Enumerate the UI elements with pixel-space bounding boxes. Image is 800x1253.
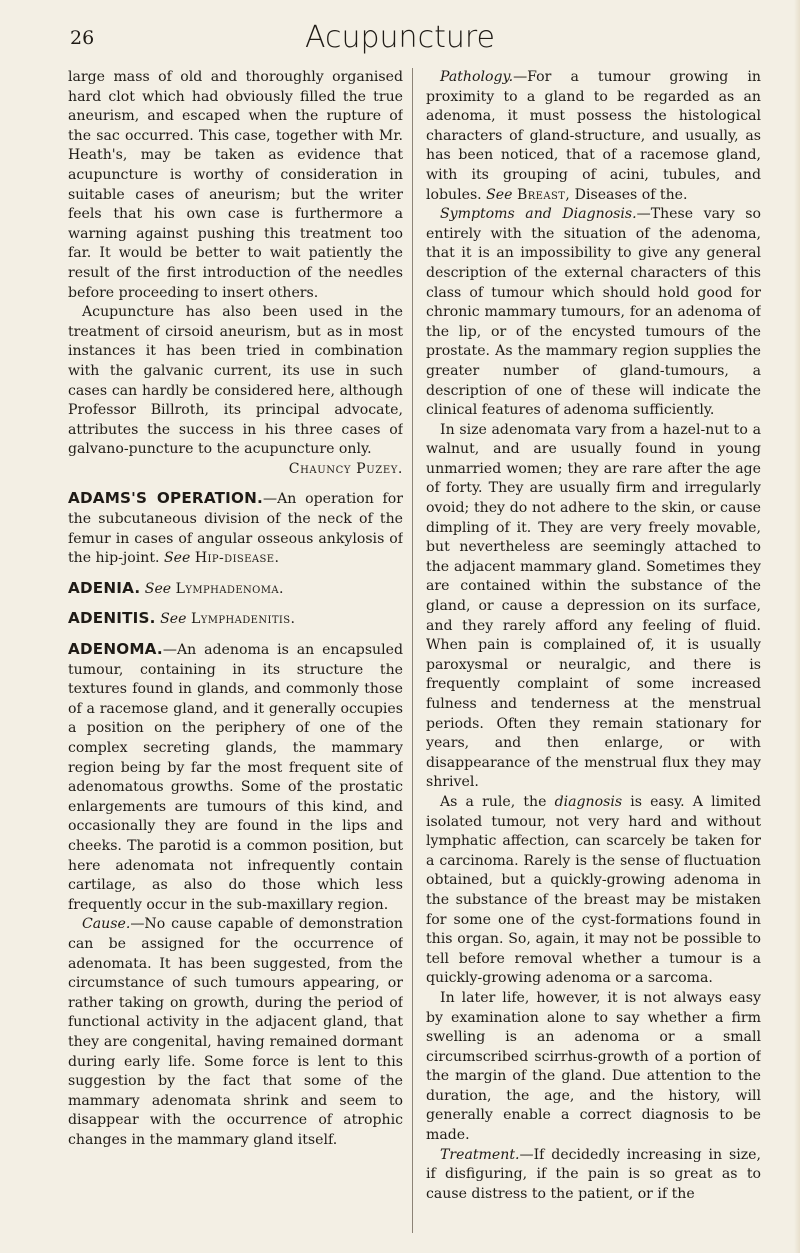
paragraph-lead: As a rule, the bbox=[440, 793, 547, 810]
author-signature: Chauncy Puzey. bbox=[288, 460, 403, 477]
see-label: See bbox=[164, 550, 191, 567]
paragraph-treatment bbox=[426, 1146, 761, 1205]
paragraph-text: —These vary so entirely with the situation of the adenoma, that it is an impossibility to give any general description of the external characters of this class of tumour which should hold good for chronic mammary tumours, for an adenoma of the lip, or of the encysted tumours of the prostate. As the mammary region supplies the greater number of gland-tumours, a description of one of these will indicate the clinical features of adenoma sufficiently. bbox=[426, 206, 761, 419]
entry-headword: ADENOMA. bbox=[68, 640, 163, 659]
paragraph-cirsoid-aneurism bbox=[68, 303, 403, 479]
paragraph-cause bbox=[68, 915, 403, 1150]
see-label: See bbox=[486, 186, 513, 203]
entry-headword: ADENITIS. bbox=[68, 609, 156, 628]
entry-adenoma bbox=[68, 640, 403, 915]
entry-text: —An adenoma is an encapsuled tumour, containing in its structure the textures found in glands, and commonly those of a racemose gland, and it generally occupies a position on the periphery of one of the complex secreting glands, the mammary region being by far the most frequent site of adenomatous growths. Some of the prostatic enlargements are tumours of this kind, and occasionally they are found in the lips and cheeks. The parotid is a common position, but here adenomata not infrequently contain cartilage, as also do those which less frequently occur in the sub-maxillary region. bbox=[68, 642, 403, 913]
paragraph-symptoms bbox=[426, 205, 761, 421]
reference-tail: Diseases of the. bbox=[574, 186, 688, 203]
entry-text: —An operation for the subcutaneous division of the neck of the femur in cases of angular osseous ankylosis of the hip-joint. bbox=[68, 491, 403, 567]
paragraph-text: Acupuncture has also been used in the treatment of cirsoid aneurism, but as in most instances it has been tried in combination with the galvanic current, its use in such cases can hardly be considered here, although Professor Billroth, its principal advocate, attributes the success in his three cases of galvano-puncture to the acupuncture only. bbox=[68, 304, 403, 458]
left-column bbox=[68, 68, 403, 1238]
entry-headword: ADAMS'S OPERATION. bbox=[68, 489, 263, 508]
paragraph-aneurism-case: large mass of old and thoroughly organised hard clot which had obviously filled the true aneurism, and escaped when the rupture of the sac occurred. This case, together with Mr. Heath's, may be taken as evidence that acupuncture is worthy of consideration in suitable cases of aneurism; but the writer feels that his own case is furthermore a warning against pushing this treatment too far. It would be better to wait patiently the result of the first introduction of the needles before proceeding to insert others. bbox=[68, 69, 403, 301]
running-title: Acupuncture bbox=[305, 20, 495, 55]
paragraph-text: —If decidedly increasing in size, if disfiguring, if the pain is so great as to cause distress to the patient, or if the bbox=[426, 1146, 761, 1202]
cross-reference-link[interactable]: Lymphadenoma. bbox=[175, 580, 284, 597]
paragraph-text: —For a tumour growing in proximity to a gland to be regarded as an adenoma, it must possess the histological characters of gland-structure, and usually, as has been noticed, that of a racemose gland, with its grouping of acini, tubules, and lobules. bbox=[426, 69, 761, 203]
page-edge-shadow bbox=[794, 0, 800, 1253]
paragraph-size: In size adenomata vary from a hazel-nut to a walnut, and are usually found in young unmarried women; they are rare after the age of forty. They are usually firm and irregularly ovoid; they do not adhere to the skin, or cause dimpling of it. They are very freely movable, but nevertheless are seemingly attached to the adjacent mammary gland. Sometimes they are contained within the substance of the gland, or cause a depression on its surface, and they rarely afford any feeling of fluid. When pain is complained of, it is usually paroxysmal or neuralgic, and there is frequently complaint of some increased fulness and tenderness at the menstrual periods. Often they remain stationary for years, and then enlarge, or with disappearance of the menstrual flux they may shrivel. bbox=[426, 421, 761, 791]
paragraph-pathology bbox=[426, 68, 761, 205]
cross-reference-link[interactable]: Breast, bbox=[516, 186, 571, 203]
see-label: See bbox=[144, 580, 172, 597]
paragraph-diagnosis bbox=[426, 793, 761, 989]
section-label: Pathology. bbox=[440, 69, 514, 85]
paragraph-text: is easy. A limited isolated tumour, not very hard and without lymphatic affection, can scarcely be taken for a carcinoma. Rarely is the sense of fluctuation obtained, but a quickly-growing adenoma in the substance of the breast may be mistaken for some one of the cyst-formations found in this organ. So, again, it may not be possible to tell before removal whether a tumour is a quickly-growing adenoma or a sarcoma. bbox=[426, 793, 761, 987]
section-label: Treatment. bbox=[440, 1146, 520, 1163]
entry-adenitis bbox=[68, 609, 403, 630]
entry-headword: ADENIA. bbox=[68, 578, 141, 597]
page-header bbox=[0, 18, 800, 58]
cross-reference-link[interactable]: Hip-disease. bbox=[194, 550, 280, 567]
column-divider bbox=[412, 68, 413, 1233]
paragraph-later-life: In later life, however, it is not always easy by examination alone to say whether a firm swelling is an adenoma or a small circumscribed scirrhus-growth of a portion of the margin of the gland. Due attention to the duration, the age, and the history, will generally enable a correct diagnosis to be made. bbox=[426, 989, 761, 1144]
section-label: Symptoms and Diagnosis. bbox=[440, 206, 637, 223]
section-label: Cause. bbox=[82, 916, 131, 933]
see-label: See bbox=[160, 611, 187, 628]
emphasis: diagnosis bbox=[554, 793, 623, 810]
right-column bbox=[426, 68, 761, 1238]
page-number: 26 bbox=[70, 27, 95, 49]
cross-reference-link[interactable]: Lymphadenitis. bbox=[190, 611, 296, 628]
entry-adenia bbox=[68, 579, 403, 600]
entry-adams-operation bbox=[68, 489, 403, 568]
paragraph-text: —No cause capable of demonstration can be assigned for the occurrence of adenomata. It has been suggested, from the circumstance of such tumours appearing, or rather taking on growth, during the period of functional activity in the adjacent gland, that they are congenital, having remained dormant during early life. Some force is lent to this suggestion by the fact that some of the mammary adenomata shrink and seem to disappear with the occurrence of atrophic changes in the mammary gland itself. bbox=[68, 916, 403, 1148]
